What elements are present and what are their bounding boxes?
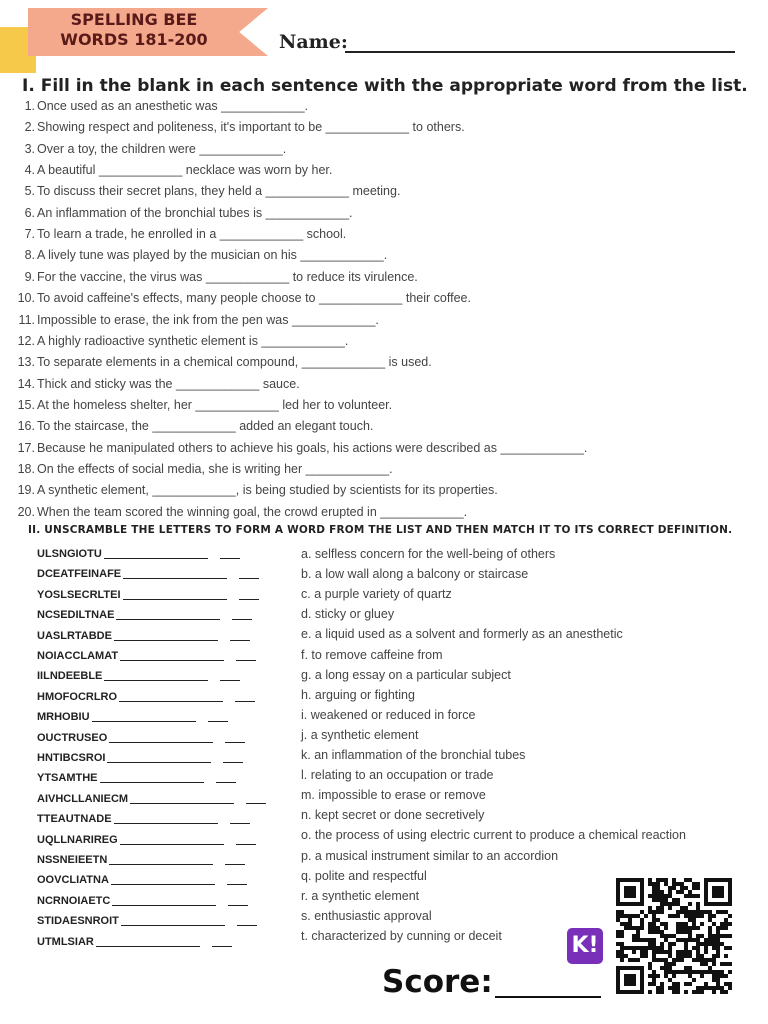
scrambled-word: OUCTRUSEO — [37, 731, 108, 744]
sentence-item — [0, 459, 768, 480]
unscramble-item — [0, 646, 290, 666]
worksheet-title — [28, 10, 240, 50]
sentence-item — [0, 416, 768, 437]
sentence-text: At the homeless shelter, her ____________ led her to volunteer. — [37, 397, 393, 412]
answer-blank[interactable] — [130, 803, 234, 804]
scrambled-word: AIVHCLLANIECM — [37, 792, 129, 805]
sentence-number: 20. — [17, 504, 35, 519]
scrambled-word: UQLLNARIREG — [37, 833, 118, 846]
scrambled-word: NCRNOIAETC — [37, 894, 111, 907]
unscramble-item — [0, 666, 290, 686]
sentence-text: Impossible to erase, the ink from the pen was ____________. — [37, 312, 379, 327]
definition-item: a. selfless concern for the well-being of others — [301, 547, 556, 561]
scrambled-word: NOIACCLAMAT — [37, 650, 119, 662]
definition-item: g. a long essay on a particular subject — [301, 667, 511, 682]
answer-blank[interactable] — [112, 905, 216, 906]
answer-blank[interactable] — [114, 640, 218, 641]
sentence-number: 1. — [24, 99, 35, 113]
score-label: Score: — [382, 964, 493, 1000]
sentence-number: 11. — [18, 312, 35, 327]
sentence-item — [0, 245, 768, 266]
scrambled-word: HNTIBCSROI — [37, 752, 106, 764]
letter-blank[interactable] — [212, 946, 232, 947]
sentence-item — [0, 267, 768, 288]
sentence-text: To discuss their secret plans, they held a ____________ meeting. — [37, 184, 401, 199]
unscramble-item — [0, 911, 290, 931]
unscramble-item — [0, 687, 290, 707]
sentence-item — [0, 331, 768, 352]
sentence-text: On the effects of social media, she is writing her ____________. — [37, 461, 393, 476]
sentence-item — [0, 203, 768, 224]
sentence-item — [0, 310, 768, 331]
definition-item: f. to remove caffeine from — [301, 647, 443, 662]
scrambled-word: ULSNGIOTU — [37, 548, 102, 560]
sentence-number: 10. — [17, 291, 35, 306]
definition-item: e. a liquid used as a solvent and formerly as an anesthetic — [301, 627, 623, 642]
sentence-item — [0, 395, 768, 416]
sentence-item — [0, 502, 768, 523]
name-field[interactable] — [345, 51, 735, 53]
unscramble-item — [0, 768, 290, 788]
answer-blank[interactable] — [119, 701, 223, 702]
unscramble-item — [0, 809, 290, 829]
section-2-title: II. UNSCRAMBLE THE LETTERS TO FORM A WORD FROM THE LIST AND THEN MATCH IT TO ITS CORRECT DEFINITION. — [28, 524, 733, 536]
answer-blank[interactable] — [120, 660, 224, 661]
letter-blank[interactable] — [223, 762, 243, 763]
definition-item: o. the process of using electric current to produce a chemical reaction — [301, 828, 686, 843]
sentence-text: A beautiful ____________ necklace was worn by her. — [37, 163, 333, 178]
definition-item: p. a musical instrument similar to an accordion — [301, 848, 559, 863]
sentence-item — [0, 438, 768, 459]
definition-item: t. characterized by cunning or deceit — [301, 928, 502, 943]
definition-item: k. an inflammation of the bronchial tubes — [301, 748, 526, 762]
kahoot-logo: K! — [567, 928, 603, 964]
unscramble-item — [0, 748, 290, 768]
scrambled-word: UASLRTABDE — [37, 629, 112, 642]
scrambled-word: MRHOBIU — [37, 711, 90, 724]
sentence-number: 6. — [24, 205, 35, 220]
sentence-number: 18. — [17, 461, 35, 476]
sentence-number: 17. — [17, 440, 35, 455]
sentence-text: Once used as an anesthetic was ____________. — [37, 99, 309, 113]
letter-blank[interactable] — [220, 680, 240, 681]
answer-blank[interactable] — [109, 864, 213, 865]
sentence-text: To avoid caffeine's effects, many people choose to ____________ their coffee. — [37, 291, 471, 306]
sentence-item — [0, 288, 768, 309]
scrambled-word: YTSAMTHE — [37, 772, 98, 785]
definition-item: r. a synthetic element — [301, 888, 420, 903]
scrambled-word: UTMLSIAR — [37, 935, 94, 948]
letter-blank[interactable] — [236, 844, 256, 845]
sentence-number: 9. — [24, 269, 35, 284]
unscramble-item — [0, 626, 290, 646]
definition-item: h. arguing or fighting — [301, 687, 415, 702]
definition-item: l. relating to an occupation or trade — [301, 768, 494, 783]
sentence-item — [0, 96, 768, 117]
sentence-text: To the staircase, the ____________ added an elegant touch. — [37, 419, 374, 434]
sentence-item — [0, 352, 768, 373]
unscramble-item — [0, 728, 290, 748]
unscramble-item — [0, 850, 290, 870]
definition-item: m. impossible to erase or remove — [301, 788, 486, 803]
answer-blank[interactable] — [111, 884, 215, 885]
answer-blank[interactable] — [92, 721, 196, 722]
answer-blank[interactable] — [107, 762, 211, 763]
answer-blank[interactable] — [123, 599, 227, 600]
scrambled-word: NSSNEIEETN — [37, 854, 108, 866]
sentence-text: A synthetic element, ____________, is being studied by scientists for its properties. — [37, 483, 498, 498]
scrambled-word: STIDAESNROIT — [37, 915, 119, 928]
answer-blank[interactable] — [104, 680, 208, 681]
letter-blank[interactable] — [208, 721, 228, 722]
scrambled-word: TTEAUTNADE — [37, 813, 112, 826]
sentence-text: An inflammation of the bronchial tubes is ____________. — [37, 205, 353, 220]
sentence-item — [0, 181, 768, 202]
sentence-item — [0, 160, 768, 181]
letter-blank[interactable] — [230, 640, 250, 641]
sentence-item — [0, 224, 768, 245]
sentence-text: Showing respect and politeness, it's important to be ____________ to others. — [37, 120, 465, 135]
letter-blank[interactable] — [216, 782, 236, 783]
sentence-text: To learn a trade, he enrolled in a ____________ school. — [37, 227, 347, 242]
answer-blank[interactable] — [120, 844, 224, 845]
definition-item: b. a low wall along a balcony or staircase — [301, 567, 529, 582]
letter-blank[interactable] — [246, 803, 266, 804]
letter-blank[interactable] — [235, 701, 255, 702]
sentence-item — [0, 480, 768, 501]
scrambled-word: YOSLSECRLTEI — [37, 588, 121, 601]
sentence-number: 13. — [17, 355, 35, 370]
definition-item: d. sticky or gluey — [301, 607, 395, 622]
sentence-number: 19. — [17, 483, 35, 498]
sentence-number: 8. — [24, 248, 35, 263]
answer-blank[interactable] — [114, 823, 218, 824]
scrambled-word: DCEATFEINAFE — [37, 568, 122, 581]
title-line-2: WORDS 181-200 — [60, 30, 208, 49]
answer-blank[interactable] — [104, 558, 208, 559]
unscramble-item — [0, 789, 290, 809]
definition-item: i. weakened or reduced in force — [301, 707, 476, 722]
answer-blank[interactable] — [123, 578, 227, 579]
letter-blank[interactable] — [232, 619, 252, 620]
sentence-item — [0, 374, 768, 395]
sentence-item — [0, 139, 768, 160]
definition-item: j. a synthetic element — [301, 727, 419, 742]
sentence-number: 3. — [24, 141, 35, 156]
sentence-number: 14. — [17, 376, 35, 391]
scrambled-word: NCSEDILTNAE — [37, 609, 115, 622]
sentence-text: To separate elements in a chemical compound, ____________ is used. — [37, 355, 432, 370]
letter-blank[interactable] — [228, 905, 248, 906]
sentence-text: For the vaccine, the virus was ____________ to reduce its virulence. — [37, 269, 418, 284]
sentence-text: A highly radioactive synthetic element is ____________. — [37, 333, 349, 348]
answer-blank[interactable] — [100, 782, 204, 783]
unscramble-item — [0, 564, 290, 584]
answer-blank[interactable] — [109, 742, 213, 743]
letter-blank[interactable] — [227, 884, 247, 885]
sentence-number: 4. — [24, 163, 35, 178]
sentence-number: 5. — [24, 184, 35, 199]
sentence-text: Over a toy, the children were ____________. — [37, 141, 287, 156]
answer-blank[interactable] — [96, 946, 200, 947]
unscramble-item — [0, 932, 290, 952]
scrambled-word: HMOFOCRLRO — [37, 690, 118, 703]
title-line-1: SPELLING BEE — [70, 10, 198, 29]
sentence-number: 15. — [17, 397, 35, 412]
letter-blank[interactable] — [239, 578, 259, 579]
definition-item: n. kept secret or done secretively — [301, 808, 485, 823]
score-field[interactable] — [495, 996, 601, 998]
unscramble-item — [0, 544, 290, 564]
letter-blank[interactable] — [225, 742, 245, 743]
letter-blank[interactable] — [230, 823, 250, 824]
section-1-title: I. Fill in the blank in each sentence with the appropriate word from the list. — [22, 76, 748, 96]
unscramble-item — [0, 707, 290, 727]
sentence-number: 16. — [17, 419, 35, 434]
sentence-number: 2. — [24, 120, 35, 135]
answer-blank[interactable] — [116, 619, 220, 620]
qr-code — [616, 878, 732, 994]
letter-blank[interactable] — [237, 925, 257, 926]
letter-blank[interactable] — [225, 864, 245, 865]
sentence-text: When the team scored the winning goal, the crowd erupted in ____________. — [37, 504, 468, 519]
answer-blank[interactable] — [121, 925, 225, 926]
scrambled-word: OOVCLIATNA — [37, 874, 109, 887]
letter-blank[interactable] — [236, 660, 256, 661]
letter-blank[interactable] — [239, 599, 259, 600]
sentence-text: A lively tune was played by the musician on his ____________. — [37, 248, 388, 263]
sentence-text: Thick and sticky was the ____________ sauce. — [37, 376, 300, 391]
unscramble-item — [0, 870, 290, 890]
name-label: Name: — [279, 31, 348, 53]
unscramble-item — [0, 891, 290, 911]
unscramble-item — [0, 830, 290, 850]
definition-item: s. enthusiastic approval — [301, 908, 432, 923]
sentence-text: Because he manipulated others to achieve his goals, his actions were described as ____________. — [37, 440, 588, 455]
unscramble-item — [0, 605, 290, 625]
definition-item: c. a purple variety of quartz — [301, 587, 452, 602]
sentence-item — [0, 117, 768, 138]
letter-blank[interactable] — [220, 558, 240, 559]
sentence-number: 12. — [17, 333, 35, 348]
sentence-number: 7. — [24, 227, 35, 242]
unscramble-item — [0, 585, 290, 605]
definition-item: q. polite and respectful — [301, 868, 427, 883]
scrambled-word: IILNDEEBLE — [37, 670, 103, 683]
